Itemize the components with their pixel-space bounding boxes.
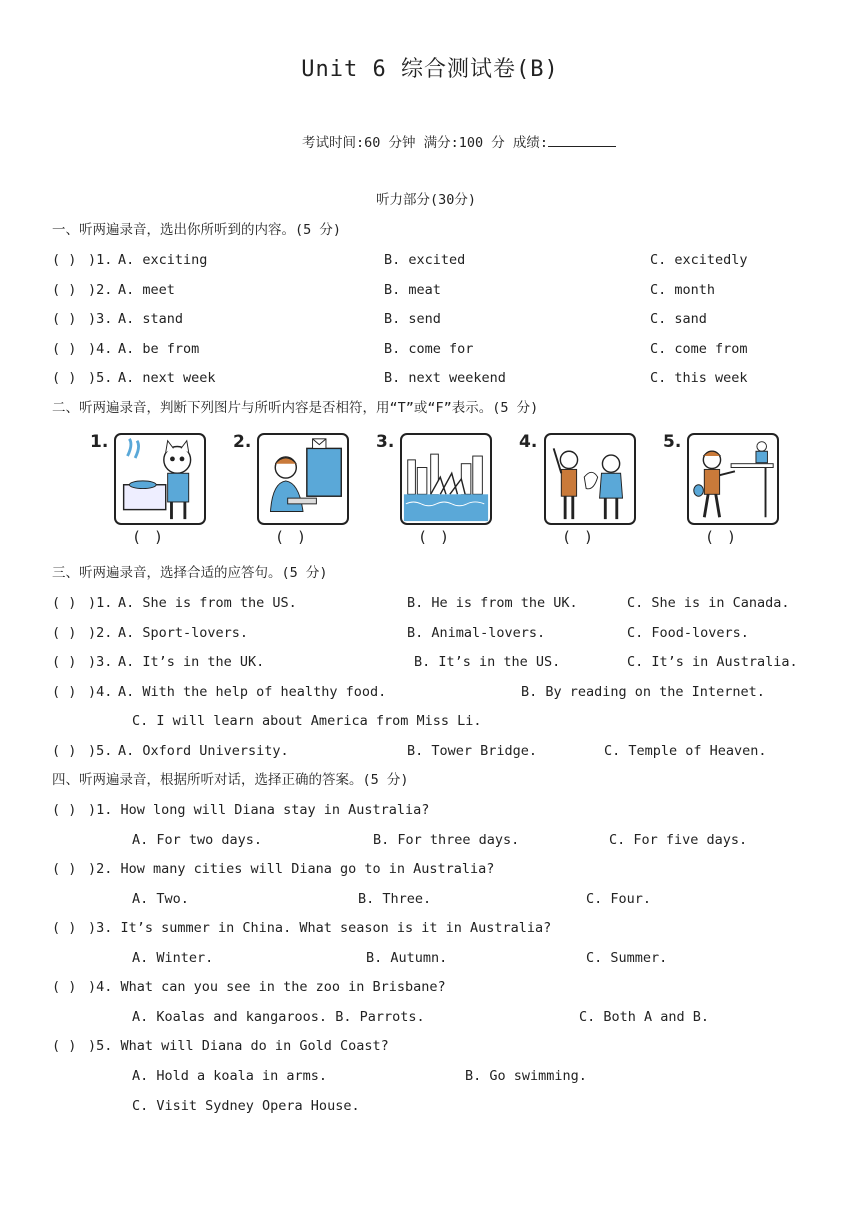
option-b: B. Tower Bridge.: [407, 743, 538, 759]
answer-paren[interactable]: ( ): [52, 654, 77, 670]
option-a-b: A. Koalas and kangaroos. B. Parrots.: [132, 1009, 425, 1025]
picture-1-cooking-cat: [114, 433, 206, 525]
option-c: C. Temple of Heaven.: [604, 743, 767, 759]
picture-4-answer[interactable]: ( ): [562, 528, 596, 546]
picture-2-answer[interactable]: ( ): [275, 528, 309, 546]
option-c: C. It’s in Australia.: [627, 654, 798, 670]
question-number: )3.: [88, 654, 113, 670]
option-c: C. come from: [650, 341, 748, 357]
option-b: B. meat: [384, 282, 441, 298]
option-a: A. Sport-lovers.: [118, 625, 249, 641]
option-a: A. Winter.: [132, 950, 214, 966]
picture-5-answer[interactable]: ( ): [705, 528, 739, 546]
option-b: B. Three.: [358, 891, 432, 907]
option-b: B. Go swimming.: [465, 1068, 587, 1084]
answer-paren[interactable]: ( ): [52, 311, 77, 327]
question-number: )5.: [88, 370, 113, 386]
option-c: C. Food-lovers.: [627, 625, 749, 641]
option-b: B. It’s in the US.: [414, 654, 561, 670]
option-a: A. Hold a koala in arms.: [132, 1068, 328, 1084]
question-number: )2.: [88, 625, 113, 641]
question-text: )3. It’s summer in China. What season is it in Australia?: [88, 920, 552, 936]
picture-1-label: 1.: [90, 432, 109, 452]
answer-paren[interactable]: ( ): [52, 282, 77, 298]
picture-4-kids-kangaroo: [544, 433, 636, 525]
question-text: )4. What can you see in the zoo in Brisbane?: [88, 979, 446, 995]
question-text: )5. What will Diana do in Gold Coast?: [88, 1038, 389, 1054]
question-number: )2.: [88, 282, 113, 298]
option-c: C. month: [650, 282, 716, 298]
page-title: Unit 6 综合测试卷(B): [301, 57, 559, 82]
answer-paren[interactable]: ( ): [52, 252, 77, 268]
picture-3-label: 3.: [376, 432, 395, 452]
picture-3-answer[interactable]: ( ): [418, 528, 452, 546]
answer-paren[interactable]: ( ): [52, 920, 77, 936]
option-a: A. exciting: [118, 252, 208, 268]
listening-header: 听力部分(30分): [376, 192, 477, 208]
picture-2-label: 2.: [233, 432, 252, 452]
answer-paren[interactable]: ( ): [52, 341, 77, 357]
exam-info-text: 考试时间:60 分钟 满分:100 分 成绩:: [302, 135, 549, 151]
section-3-heading: 三、听两遍录音，选择合适的应答句。(5 分): [52, 565, 328, 581]
question-number: )4.: [88, 684, 113, 700]
picture-4-label: 4.: [519, 432, 538, 452]
exam-info: [302, 134, 616, 151]
option-b: B. By reading on the Internet.: [521, 684, 765, 700]
option-b: B. excited: [384, 252, 466, 268]
question-number: )1.: [88, 252, 113, 268]
question-number: )1.: [88, 595, 113, 611]
section-4-heading: 四、听两遍录音，根据所听对话，选择正确的答案。(5 分): [52, 772, 409, 788]
picture-5-label: 5.: [663, 432, 682, 452]
score-blank[interactable]: [548, 134, 616, 147]
answer-paren[interactable]: ( ): [52, 1038, 77, 1054]
option-b: B. Autumn.: [366, 950, 448, 966]
option-a: A. It’s in the UK.: [118, 654, 265, 670]
option-c: C. For five days.: [609, 832, 748, 848]
option-c: C. Visit Sydney Opera House.: [132, 1098, 360, 1114]
picture-1-answer[interactable]: ( ): [132, 528, 166, 546]
option-a: A. Two.: [132, 891, 189, 907]
answer-paren[interactable]: ( ): [52, 370, 77, 386]
answer-paren[interactable]: ( ): [52, 684, 77, 700]
option-b: B. come for: [384, 341, 474, 357]
option-c: C. Both A and B.: [579, 1009, 710, 1025]
option-a: A. stand: [118, 311, 184, 327]
option-b: B. He is from the UK.: [407, 595, 578, 611]
question-text: )1. How long will Diana stay in Australia?: [88, 802, 430, 818]
option-a: A. be from: [118, 341, 200, 357]
option-b: B. next weekend: [384, 370, 506, 386]
picture-2-computer-boy: [257, 433, 349, 525]
option-a: A. Oxford University.: [118, 743, 289, 759]
option-b: B. send: [384, 311, 441, 327]
option-c: C. Four.: [586, 891, 652, 907]
option-b: B. For three days.: [373, 832, 520, 848]
option-a: A. She is from the US.: [118, 595, 297, 611]
option-c: C. She is in Canada.: [627, 595, 790, 611]
option-c: C. this week: [650, 370, 748, 386]
option-a: A. meet: [118, 282, 175, 298]
picture-3-sydney-skyline: [400, 433, 492, 525]
option-a: A. With the help of healthy food.: [118, 684, 387, 700]
answer-paren[interactable]: ( ): [52, 625, 77, 641]
option-c: C. Summer.: [586, 950, 668, 966]
answer-paren[interactable]: ( ): [52, 595, 77, 611]
question-number: )5.: [88, 743, 113, 759]
answer-paren[interactable]: ( ): [52, 743, 77, 759]
answer-paren[interactable]: ( ): [52, 861, 77, 877]
question-number: )4.: [88, 341, 113, 357]
option-b: B. Animal-lovers.: [407, 625, 546, 641]
section-1-heading: 一、听两遍录音，选出你所听到的内容。(5 分): [52, 222, 342, 238]
section-2-heading: 二、听两遍录音，判断下列图片与所听内容是否相符，用“T”或“F”表示。(5 分): [52, 400, 539, 416]
option-a: A. For two days.: [132, 832, 263, 848]
option-c: C. excitedly: [650, 252, 748, 268]
option-c: C. I will learn about America from Miss Li.: [132, 713, 482, 729]
question-number: )3.: [88, 311, 113, 327]
answer-paren[interactable]: ( ): [52, 979, 77, 995]
question-text: )2. How many cities will Diana go to in Australia?: [88, 861, 495, 877]
option-a: A. next week: [118, 370, 216, 386]
answer-paren[interactable]: ( ): [52, 802, 77, 818]
picture-5-ping-pong: [687, 433, 779, 525]
option-c: C. sand: [650, 311, 707, 327]
